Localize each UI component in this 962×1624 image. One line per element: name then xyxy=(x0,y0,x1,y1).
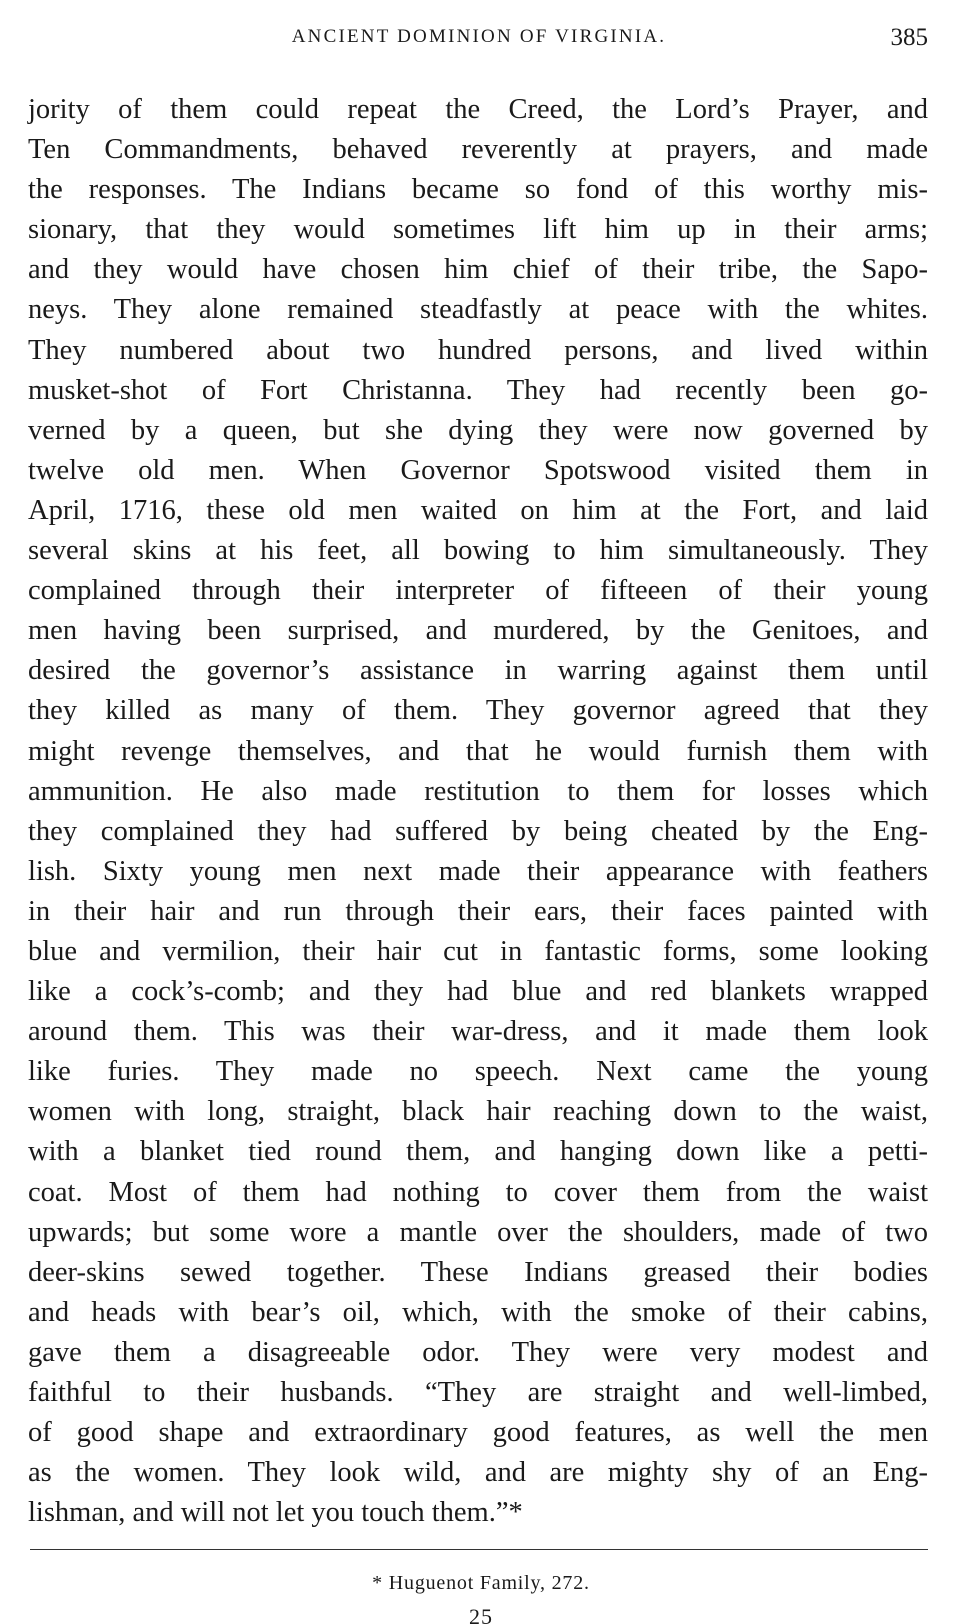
text-line: ammunition. He also made restitution to them for losses which xyxy=(28,775,928,807)
text-line: like furies. They made no speech. Next came the young xyxy=(28,1056,928,1088)
footnote: * Huguenot Family, 272. xyxy=(372,1572,590,1594)
text-line: deer-skins sewed together. These Indians greased their bodies xyxy=(28,1256,928,1288)
text-line: and heads with bear’s oil, which, with the smoke of their cabins, xyxy=(28,1296,928,1328)
text-line: men having been surprised, and murdered, by the Genitoes, and xyxy=(28,615,928,647)
text-line: women with long, straight, black hair reaching down to the waist, xyxy=(28,1096,928,1128)
text-line: Ten Commandments, behaved reverently at prayers, and made xyxy=(28,134,928,166)
footnote-rule xyxy=(30,1549,928,1550)
text-line: complained through their interpreter of fifteeen of their young xyxy=(28,575,928,607)
text-line-last: lishman, and will not let you touch them.”* xyxy=(28,1497,523,1529)
text-line: blue and vermilion, their hair cut in fantastic forms, some looking xyxy=(28,935,928,967)
body-text xyxy=(28,90,928,1533)
text-line: and they would have chosen him chief of their tribe, the Sapo- xyxy=(28,254,928,286)
text-line: like a cock’s-comb; and they had blue and red blankets wrapped xyxy=(28,976,928,1008)
text-line: several skins at his feet, all bowing to him simultaneously. They xyxy=(28,535,928,567)
running-head xyxy=(30,24,928,54)
text-line: twelve old men. When Governor Spotswood visited them in xyxy=(28,454,928,486)
text-line: faithful to their husbands. “They are straight and well-limbed, xyxy=(28,1377,928,1408)
text-line: jority of them could repeat the Creed, the Lord’s Prayer, and xyxy=(28,94,928,125)
text-line: neys. They alone remained steadfastly at peace with the whites. xyxy=(28,294,928,326)
running-title: ANCIENT DOMINION OF VIRGINIA. xyxy=(291,26,667,47)
text-line: they complained they had suffered by being cheated by the Eng- xyxy=(28,815,928,847)
text-line: they killed as many of them. They governor agreed that they xyxy=(28,695,928,727)
text-line: gave them a disagreeable odor. They were very modest and xyxy=(28,1336,928,1368)
text-line: around them. This was their war-dress, and it made them look xyxy=(28,1016,928,1048)
text-line: desired the governor’s assistance in warring against them until xyxy=(28,655,928,687)
text-line: They numbered about two hundred persons, and lived within xyxy=(28,334,928,366)
text-line: might revenge themselves, and that he would furnish them with xyxy=(28,735,928,767)
text-line: coat. Most of them had nothing to cover them from the waist xyxy=(28,1176,928,1208)
text-line: verned by a queen, but she dying they were now governed by xyxy=(28,414,928,446)
text-line: lish. Sixty young men next made their appearance with feathers xyxy=(28,855,928,887)
page-number: 385 xyxy=(890,24,928,51)
text-line: musket-shot of Fort Christanna. They had recently been go- xyxy=(28,374,928,406)
text-line: with a blanket tied round them, and hanging down like a petti- xyxy=(28,1136,928,1168)
text-line: April, 1716, these old men waited on him at the Fort, and laid xyxy=(28,494,928,526)
text-line: in their hair and run through their ears, their faces painted with xyxy=(28,895,928,927)
signature-mark: 25 xyxy=(469,1604,493,1624)
text-line: of good shape and extraordinary good features, as well the men xyxy=(28,1417,928,1449)
text-line: the responses. The Indians became so fond of this worthy mis- xyxy=(28,174,928,206)
text-line: sionary, that they would sometimes lift him up in their arms; xyxy=(28,214,928,246)
text-line: as the women. They look wild, and are mighty shy of an Eng- xyxy=(28,1457,928,1489)
text-line: upwards; but some wore a mantle over the shoulders, made of two xyxy=(28,1216,928,1248)
